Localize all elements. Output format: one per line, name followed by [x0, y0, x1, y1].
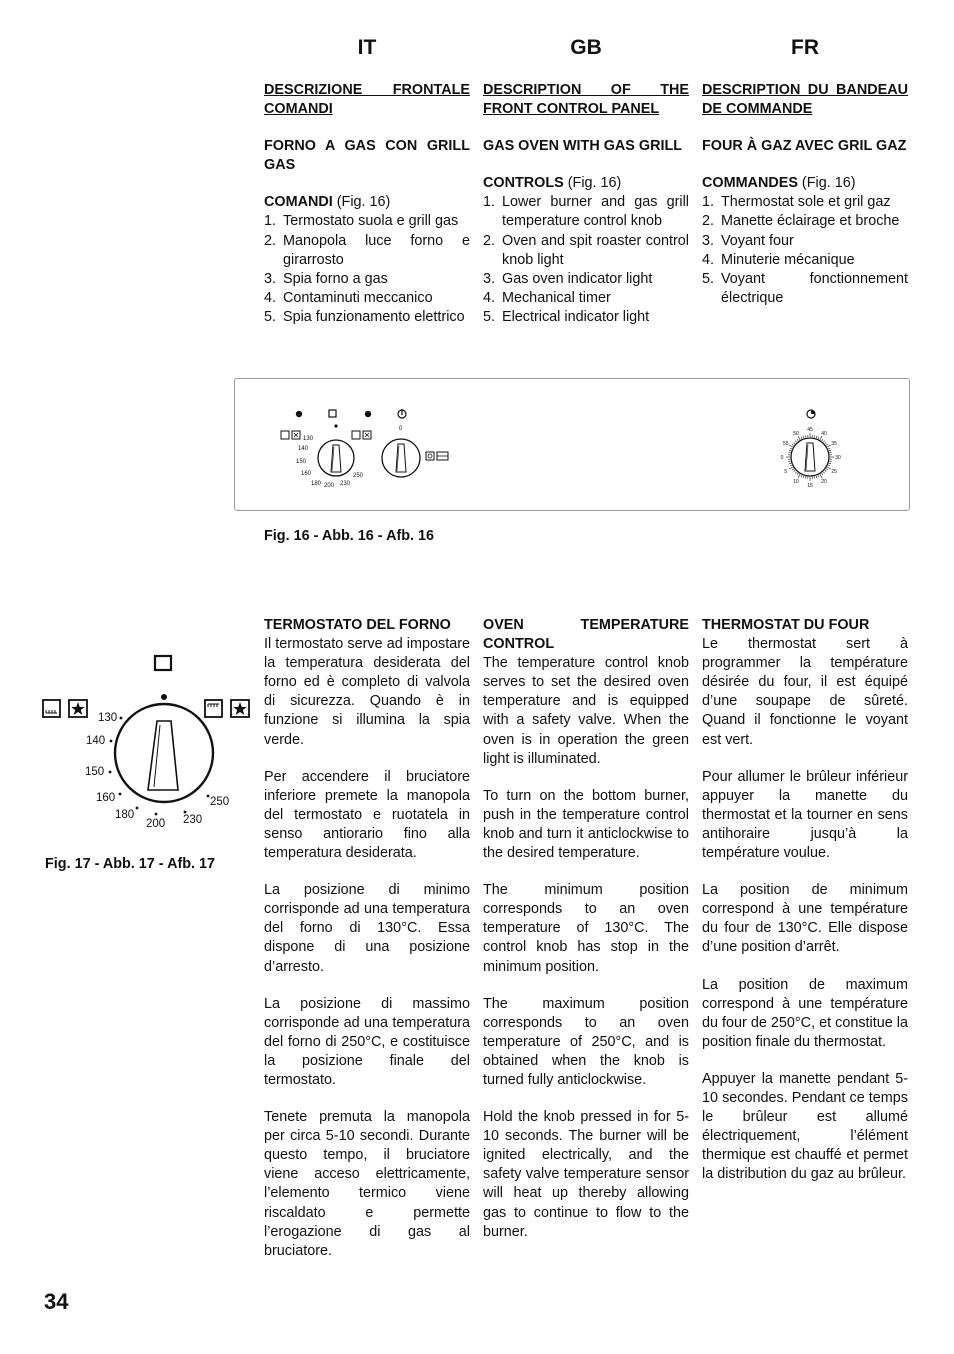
timer-tick-label: 10	[793, 479, 799, 486]
list-item: 2. Oven and spit roaster control knob light	[483, 232, 689, 268]
controls-list	[483, 193, 689, 327]
timer-tick-mark	[827, 445, 831, 447]
timer-clock-icon	[807, 410, 815, 418]
list-item: 5. Electrical indicator light	[483, 308, 650, 325]
timer-tick-label: 30	[835, 455, 841, 461]
section1-heading: DESCRIPTION OF THE FRONT CONTROL PANEL	[483, 82, 689, 118]
fig17-thermostat-knob	[38, 650, 258, 835]
power-symbol-icon	[398, 409, 406, 418]
timer-tick-mark	[789, 467, 793, 469]
lamp-spit-icons	[426, 452, 448, 460]
list-item: 2. Manette éclairage et broche	[702, 213, 900, 230]
knob1-tick-label: 130	[303, 436, 314, 442]
timer-tick-mark	[826, 444, 828, 445]
list-item: 2. Manopola luce forno e girarrosto	[264, 232, 470, 268]
lang-header-fr: FR	[791, 36, 819, 59]
list-item: 4. Minuterie mécanique	[702, 251, 855, 268]
section2-heading: THERMOSTAT DU FOUR	[702, 617, 870, 633]
lang-header-it: IT	[357, 36, 377, 59]
list-item: 3. Gas oven indicator light	[483, 270, 653, 287]
timer-tick-label: 45	[807, 427, 813, 433]
paragraph: Appuyer la manette pendant 5-10 secondes. Pendant ce temps le brûleur est allumé électriquement, l’élément thermique est chauffé et permet la distribution du gaz au brûleur.	[702, 1070, 908, 1183]
timer-tick-mark	[789, 450, 791, 451]
list-item: 4. Contaminuti meccanico	[264, 289, 433, 306]
section2-heading: TERMOSTATO DEL FORNO	[264, 617, 451, 633]
list-item: 3. Voyant four	[702, 232, 794, 249]
timer-tick-label: 5	[784, 469, 788, 475]
knob1-tick-label: 140	[298, 446, 309, 452]
timer-tick-mark	[801, 475, 802, 477]
timer-tick-label: 50	[793, 430, 799, 437]
section1-fr	[702, 81, 908, 308]
section2-heading: OVEN TEMPERATURE CONTROL	[483, 617, 689, 653]
knob1-tick-label: 160	[301, 471, 312, 477]
timer-tick-mark	[798, 474, 800, 478]
mechanical-timer-icon	[791, 438, 829, 476]
paragraph: Pour allumer le brûleur inférieur appuyer la manette du thermostat et la tourner en sens antihoraire jusqu’à la température voulue.	[702, 768, 908, 862]
knob1-tick-label: 250	[353, 473, 364, 479]
timer-tick-mark	[816, 436, 817, 438]
section1-heading: DESCRIZIONE FRONTALE COMANDI	[264, 82, 470, 118]
section1-it	[264, 81, 470, 327]
timer-tick-label: 40	[821, 430, 827, 437]
knob1-tick-label: 180	[311, 481, 322, 487]
timer-tick-mark	[790, 465, 792, 466]
timer-tick-mark	[790, 448, 792, 449]
controls-title: COMANDI (Fig. 16)	[264, 194, 391, 211]
section1-heading: DESCRIPTION DU BANDEAU DE COMMANDE	[702, 82, 908, 118]
controls-title: CONTROLS (Fig. 16)	[483, 175, 622, 192]
fig17-caption: Fig. 17 - Abb. 17 - Afb. 17	[45, 856, 216, 872]
timer-tick-mark	[827, 467, 831, 469]
timer-tick-mark	[801, 437, 802, 439]
paragraph: Hold the knob pressed in for 5-10 seconds. The burner will be ignited electrically, and the safety valve temperature sensor will heat up thereby allowing gas to continue to flow to the burner.	[483, 1109, 689, 1240]
paragraph: The temperature control knob serves to set the desired oven temperature and is equipped with a safety valve. When the oven is in operation the green light is illuminated.	[483, 655, 689, 767]
timer-tick-mark	[820, 474, 822, 478]
grill-function-icon	[43, 700, 87, 717]
timer-tick-mark	[829, 450, 831, 451]
timer-tick-mark	[803, 476, 804, 478]
timer-tick-label: 0	[780, 455, 784, 461]
timer-tick-mark	[803, 436, 804, 438]
fig17-tick-label: 230	[183, 814, 203, 826]
timer-tick-mark	[825, 470, 826, 471]
timer-tick-mark	[792, 444, 794, 445]
timer-tick-mark	[825, 442, 826, 443]
timer-tick-mark	[795, 441, 796, 442]
timer-tick-mark	[794, 470, 795, 471]
knob1-tick-label: 150	[296, 459, 307, 465]
paragraph: The maximum position corresponds to an oven temperature of 250°C, and is obtained when the knob is turned fully anticlockwise.	[483, 995, 689, 1088]
oven-square-icon	[155, 656, 171, 670]
timer-tick-mark	[789, 445, 793, 447]
controls-title: COMMANDES (Fig. 16)	[702, 175, 856, 192]
page-number: 34	[44, 1289, 69, 1314]
knob1-tick-label: 230	[340, 481, 351, 487]
timer-tick-mark	[828, 465, 830, 466]
list-item: 1. Thermostat sole et gril gaz	[702, 194, 891, 211]
paragraph: La posizione di minimo corrisponde ad una temperatura del forno di 130°C. Essa dispone di una posizione d’arresto.	[264, 882, 470, 975]
timer-tick-mark	[826, 469, 828, 470]
list-item: 1. Termostato suola e grill gas	[264, 213, 459, 230]
timer-tick-mark	[792, 469, 794, 470]
timer-tick-mark	[818, 437, 819, 439]
paragraph: Il termostato serve ad impostare la temperatura desiderata del forno ed è completo di valvola di sicurezza. Quando è in funzione si illumina la spia verde.	[264, 636, 470, 748]
section1-gb	[483, 81, 689, 327]
bottom-heat-icon	[352, 431, 371, 439]
paragraph: Per accendere il bruciatore inferiore premete la manopola del termostato e ruotatela in senso antiorario fino alla temperatura desiderata.	[264, 768, 470, 862]
fig16-caption: Fig. 16 - Abb. 16 - Afb. 16	[264, 528, 435, 544]
timer-tick-mark	[829, 463, 831, 464]
control-panel-figure	[234, 378, 910, 511]
timer-tick-label: 55	[783, 441, 789, 447]
paragraph: Tenete premuta la manopola per circa 5-10 secondi. Durante questo tempo, il bruciatore viene acceso elettricamente, l’elemento termico viene riscaldato e permette l’erogazione di gas al bruciatore.	[264, 1109, 470, 1259]
timer-tick-mark	[823, 441, 824, 442]
knob-ring	[115, 704, 213, 802]
fig17-tick-label: 180	[115, 809, 135, 821]
section2-gb	[483, 616, 689, 1242]
indicator-dot-icon	[296, 411, 302, 417]
control-panel-drawing	[235, 379, 909, 510]
timer-tick-mark	[795, 472, 796, 473]
oven-square-icon	[329, 410, 336, 417]
indicator-dot-icon	[161, 694, 167, 700]
section1-subheading: FORNO A GAS CON GRILL GAS	[264, 138, 470, 174]
lang-header-gb: GB	[570, 36, 602, 59]
timer-tick-label: 15	[807, 483, 813, 489]
timer-tick-mark	[789, 463, 791, 464]
indicator-dot-icon	[365, 411, 371, 417]
list-item: 5. Voyant fonctionnement électrique	[702, 270, 908, 306]
list-item: 5. Spia funzionamento elettrico	[264, 308, 465, 325]
timer-tick-label: 25	[831, 469, 837, 475]
paragraph: La posizione di massimo corrisponde ad una temperatura del forno di 250°C, e costituisce la posizione finale del termostato.	[264, 995, 470, 1088]
fig17-tick-label: 140	[86, 735, 106, 747]
thermostat-knob-icon	[318, 424, 354, 476]
section2-fr	[702, 616, 908, 1184]
timer-tick-mark	[818, 475, 819, 477]
section1-subheading: GAS OVEN WITH GAS GRILL	[483, 138, 683, 155]
paragraph: The minimum position corresponds to an oven temperature of 130°C. The control knob has stop in the minimum position.	[483, 882, 689, 975]
timer-scale	[781, 427, 841, 489]
timer-tick-mark	[797, 439, 798, 441]
section2-it	[264, 616, 470, 1261]
timer-tick-mark	[797, 473, 798, 475]
timer-tick-mark	[822, 439, 823, 441]
timer-tick-mark	[794, 442, 795, 443]
paragraph: La position de maximum correspond à une température du four de 250°C, et constitue la position finale du thermostat.	[702, 976, 908, 1050]
timer-tick-mark	[828, 448, 830, 449]
grill-function-icon	[281, 431, 300, 439]
list-item: 1. Lower burner and gas grill temperature control knob	[483, 194, 689, 230]
list-item: 3. Spia forno a gas	[264, 270, 388, 287]
timer-tick-mark	[816, 476, 817, 478]
paragraph: To turn on the bottom burner, push in the temperature control knob and turn it anticlockwise to the desired temperature.	[483, 787, 689, 862]
section1-subheading: FOUR À GAZ AVEC GRIL GAZ	[702, 138, 907, 155]
fig17-tick-label: 160	[96, 792, 116, 804]
knob2-zero-label: 0	[399, 426, 403, 432]
bottom-heat-icon	[205, 700, 249, 717]
light-spit-knob-icon	[382, 439, 420, 477]
fig17-tick-label: 200	[146, 818, 166, 830]
timer-tick-label: 35	[831, 441, 837, 447]
timer-tick-mark	[822, 473, 823, 475]
timer-tick-label: 20	[821, 479, 827, 486]
list-item: 4. Mechanical timer	[483, 289, 611, 306]
knob1-tick-label: 200	[324, 483, 335, 489]
paragraph: Le thermostat sert à programmer la température désirée du four, il est équipé d’une soupape de sûreté. Quand il fonctionne le voyant est vert.	[702, 636, 908, 748]
timer-tick-mark	[823, 472, 824, 473]
controls-list	[702, 193, 908, 308]
knob-handle	[148, 721, 178, 790]
fig17-tick-label: 250	[210, 796, 230, 808]
paragraph: La position de minimum correspond à une température du four de 130°C. Elle dispose d’une position d’arrêt.	[702, 882, 908, 956]
fig17-tick-label: 150	[85, 766, 105, 778]
controls-list	[264, 212, 470, 327]
fig17-tick-label: 130	[98, 712, 118, 724]
